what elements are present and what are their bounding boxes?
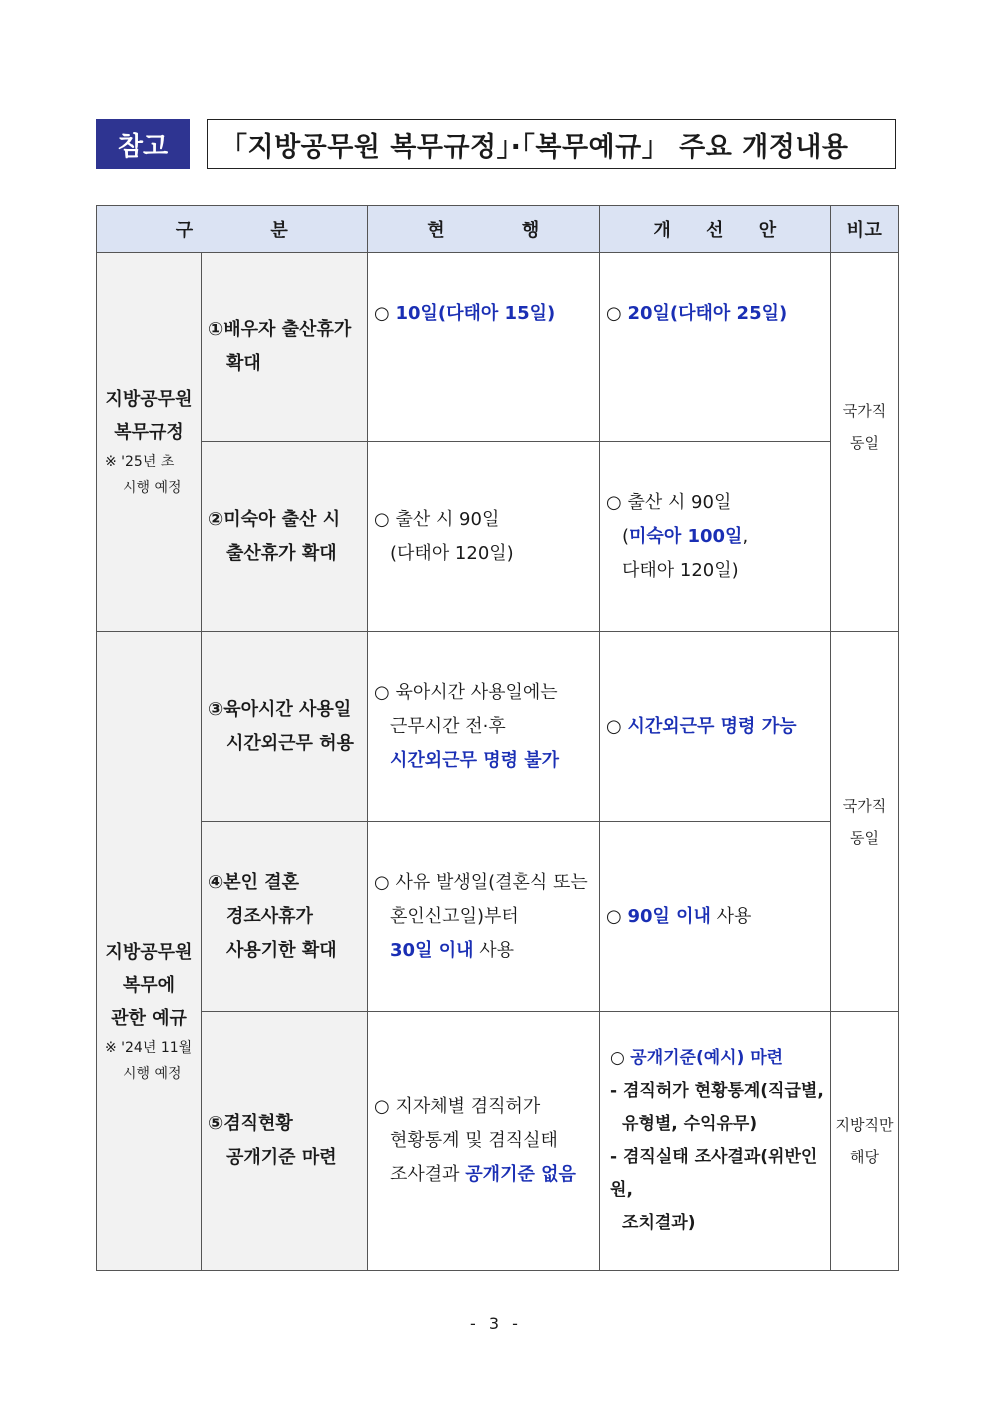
current-cell: ○ 육아시간 사용일에는 근무시간 전·후 시간외근무 명령 불가 [368,632,600,822]
proposal-cell: ○ 90일 이내 사용 [600,822,831,1012]
proposal-cell: ○ 시간외근무 명령 가능 [600,632,831,822]
current-cell: ○ 출산 시 90일 (다태아 120일) [368,442,600,632]
amendment-table [96,205,899,1271]
group-name: 지방공무원 [105,389,193,410]
note-cell: 국가직 동일 [831,632,899,1012]
column-header-category: 구 분 [97,206,368,253]
table-row [97,442,899,632]
proposal-cell: ○ 공개기준(예시) 마련 - 겸직허가 현황통계(직급별, 유형별, 수익유무) - 겸직실태 조사결과(위반인원, 조치결과) [600,1012,831,1271]
group-note: ※ '24년 11월 시행 예정 [105,1039,193,1082]
current-cell: ○ 사유 발생일(결혼식 또는 혼인신고일)부터 30일 이내 사용 [368,822,600,1012]
item-cell: ③육아시간 사용일 시간외근무 허용 [202,632,368,822]
document-title: 「지방공무원 복무규정」·「복무예규」 주요 개정내용 [207,119,896,169]
column-header-proposal: 개 선 안 [600,206,831,253]
item-cell: ⑤겸직현황 공개기준 마련 [202,1012,368,1271]
table-row [97,632,899,822]
group-cell-guideline [97,632,202,1271]
note-cell: 지방직만 해당 [831,1012,899,1271]
proposal-cell: ○ 20일(다태아 25일) [600,253,831,442]
item-cell: ②미숙아 출산 시 출산휴가 확대 [202,442,368,632]
item-cell: ①배우자 출산휴가 확대 [202,253,368,442]
column-header-note: 비고 [831,206,899,253]
current-cell: ○ 10일(다태아 15일) [368,253,600,442]
table-row [97,1012,899,1271]
group-name: 관한 예규 [111,1007,187,1029]
group-name: 복무규정 [114,422,184,443]
group-cell-regulation [97,253,202,632]
table-row [97,253,899,442]
table-row [97,822,899,1012]
reference-badge: 참고 [96,119,190,169]
group-note: ※ '25년 초 시행 예정 [105,454,182,496]
note-cell: 국가직 동일 [831,253,899,632]
current-cell: ○ 지자체별 겸직허가 현황통계 및 겸직실태 조사결과 공개기준 없음 [368,1012,600,1271]
proposal-cell: ○ 출산 시 90일 (미숙아 100일, 다태아 120일) [600,442,831,632]
page-number: - 3 - [470,1314,522,1333]
item-cell: ④본인 결혼 경조사휴가 사용기한 확대 [202,822,368,1012]
column-header-current: 현 행 [368,206,600,253]
table-header-row [97,206,899,253]
group-name: 복무에 [122,974,176,996]
group-name: 지방공무원 [105,941,193,963]
